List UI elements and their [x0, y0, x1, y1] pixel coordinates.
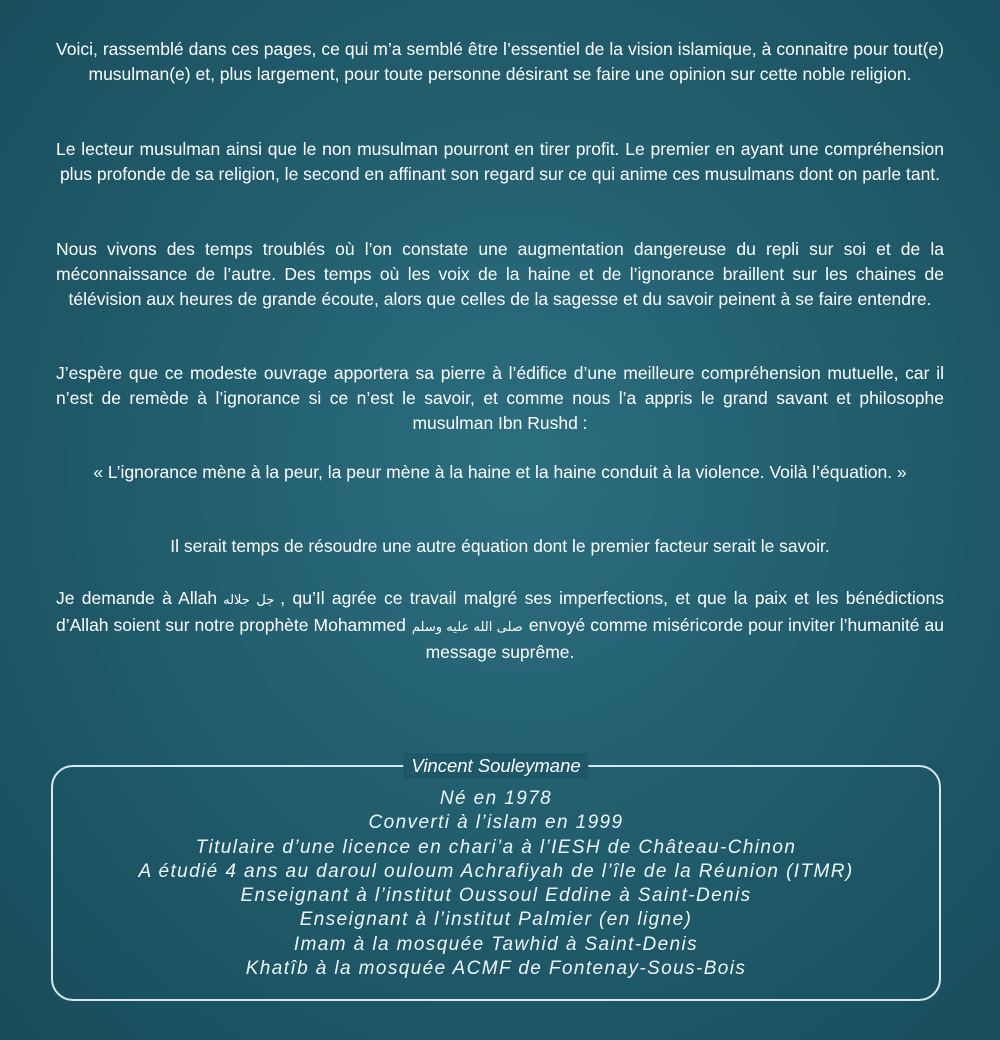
prayer-text-3: envoyé comme miséricorde pour inviter l’humanité au message suprême. [425, 615, 944, 662]
author-bio-list [53, 787, 939, 981]
bio-item: Enseignant à l’institut Oussoul Eddine à Saint-Denis [240, 885, 752, 907]
bio-item: Khatîb à la mosquée ACMF de Fontenay-Sous-Bois [245, 958, 747, 980]
prayer-text-1: Je demande à Allah [56, 588, 218, 608]
author-name: Vincent Souleymane [403, 753, 588, 779]
reader-paragraph: Le lecteur musulman ainsi que le non musulman pourront en tirer profit. Le premier en ayant une compréhension plus profonde de sa religion, le second en affinant son regard sur ce qui anime ces musulmans dont on parle tant. [56, 139, 944, 184]
hope-paragraph: J’espère que ce modeste ouvrage apportera sa pierre à l’édifice d’une meilleure compréhension mutuelle, car il n’est de remède à l’ignorance si ce n’est le savoir, et comme nous l’a appris le grand savant et philosophe musulman Ibn Rushd : [56, 363, 944, 433]
intro-paragraph: Voici, rassemblé dans ces pages, ce qui m’a semblé être l’essentiel de la vision islamique, à connaitre pour tout(e) musulman(e) et, plus largement, pour toute personne désirant se faire une opinion sur cette noble religion. [56, 39, 944, 84]
arabic-glorification: جل جلاله [223, 593, 275, 608]
bio-item: Converti à l’islam en 1999 [368, 812, 624, 834]
bio-item: Titulaire d’une licence en chari’a à l’IESH de Château-Chinon [195, 836, 797, 858]
arabic-salutation: صلى الله عليه وسلم [411, 620, 523, 635]
bio-item: A étudié 4 ans au daroul ouloum Achrafiyah de l’île de la Réunion (ITMR) [138, 860, 854, 882]
bio-item: Né en 1978 [439, 788, 553, 809]
equation-paragraph: Il serait temps de résoudre une autre équation dont le premier facteur serait le savoir. [170, 536, 830, 556]
bio-item: Imam à la mosquée Tawhid à Saint-Denis [293, 933, 699, 955]
prayer-paragraph [56, 586, 944, 665]
bio-item: Enseignant à l’institut Palmier (en ligne) [299, 909, 693, 931]
prayer-text-2: , qu’Il agrée ce travail malgré ses imperfections, et que la paix et les bénédictions d’Allah soient sur notre prophète Mohammed [56, 588, 944, 635]
quote-paragraph: « L’ignorance mène à la peur, la peur mène à la haine et la haine conduit à la violence. Voilà l’équation. » [93, 462, 907, 482]
context-paragraph: Nous vivons des temps troublés où l’on constate une augmentation dangereuse du repli sur soi et de la méconnaissance de l’autre. Des temps où les voix de la haine et de l’ignorance braillent sur les chaines de télévision aux heures de grande écoute, alors que celles de la sagesse et du savoir peinent à se faire entendre. [56, 239, 944, 309]
author-bio-box [51, 755, 941, 1001]
